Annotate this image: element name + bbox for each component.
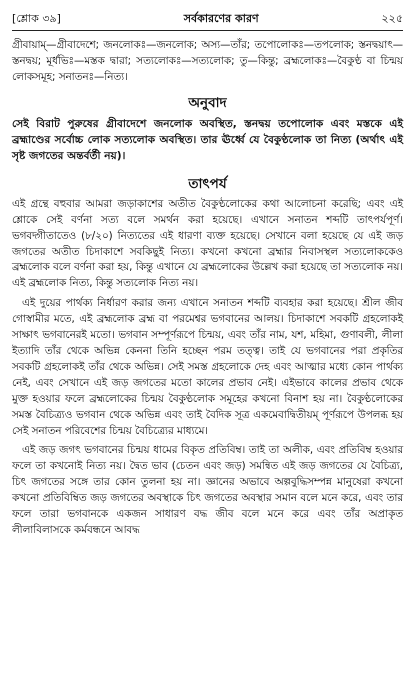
purport-paragraph-3: এই জড় জগৎ ভগবানের চিন্ময় ধামের বিকৃত প্রতিবিম্ব। তাই তা অলীক, এবং প্রতিবিম্ব হওয়ার ফলে তা কখনোই নিত্য নয়। দ্বৈত ভাব (চেতন এবং জড়) সমন্বিত এই জড় জগতের যে বৈচিত্র্য, চিৎ জগতের সঙ্গে তার কোন তুলনা হয় না। জ্ঞানের অভাবে অল্পবুদ্ধিসম্পন্ন মানুষেরা কখনো কখনো প্রতিবিম্বিত জড় জগতের অবস্থাকে চিৎ জগতের অবস্থার সমান বলে মনে করে, এবং তার ফলে তারা ভগবানকে একজন সাধারণ বদ্ধ জীব বলে মনে করে এবং তাঁর অপ্রাকৃত লীলাবিলাসকে কর্মবন্ধনে আবদ্ধ xyxy=(12,444,403,536)
purport-heading: তাৎপর্য xyxy=(188,175,227,192)
purport-paragraph-1: এই গ্রন্থে বহুবার আমরা জড়াকাশের অতীত বৈকুণ্ঠলোকের কথা আলোচনা করেছি; এবং এই শ্লোকে সেই বর্ণনা সত্য বলে সমর্থন করা হয়েছে। এখানে সনাতন শব্দটি তাৎপর্যপূর্ণ। ভগবদ্গীতাতেও (৮/২০) নিত্যতের এই ধারণা ব্যক্ত হয়েছে। সেখানে বলা হয়েছে যে এই জড় জগতের অতীত চিদাকাশে সবকিছুই নিত্য। কখনো কখনো ব্রহ্মার নিবাসস্থল সত্যলোককেও ব্রহ্মলোক বলে বর্ণনা করা হয়, কিন্তু এখানে যে ব্রহ্মলোকের উল্লেখ করা হয়েছে তা সত্যলোক নয়। এই ব্রহ্মলোক নিত্য, কিন্তু সত্যলোক নিত্য নয়। xyxy=(12,197,403,290)
purport-paragraph-2: এই দুয়ের পার্থক্য নির্ধারণ করার জন্য এখানে সনাতন শব্দটি ব্যবহার করা হয়েছে। শ্রীল জীব গোস্বামীর মতে, এই ব্রহ্মলোক ব্রহ্ম বা পরমেশ্বর ভগবানের আলয়। চিদাকাশে সবকটি গ্রহলোকই সাক্ষাৎ ভগবানেরই মতো। ভগবান সম্পূর্ণরূপে চিন্ময়, এবং তাঁর নাম, যশ, মহিমা, গুণাবলী, লীলা ইত্যাদি তাঁর থেকে অভিন্ন কেননা তিনি হচ্ছেন পরম তত্ত্ব। তাই যে ভগবানের পরা প্রকৃতির সবকটি গ্রহলোকই তাঁর থেকে অভিন্ন। সেই সমস্ত গ্রহলোকে দেহ এবং আত্মার মধ্যে কোন পার্থক্য নেই, এবং সেখানে এই জড় জগতের মতো কালের প্রভাব নেই। এইভাবে কালের প্রভাব থেকে মুক্ত হওয়ার ফলে ব্রহ্মলোকের চিন্ময় বৈকুণ্ঠলোক সমূহের কখনো বিনাশ হয় না। বৈকুণ্ঠলোকের সমস্ত বৈচিত্র্যও ভগবান থেকে অভিন্ন এবং তাই বৈদিক সূত্র একমেবাদ্বিতীয়ম্ পূর্ণরূপে উপলব্ধ হয় সেই সনাতন পরিবেশের চিন্ময় বৈচিত্র্যের মাধ্যমে। xyxy=(12,297,403,437)
page-header xyxy=(12,10,403,26)
translation-text: সেই বিরাট পুরুষের গ্রীবাদেশে জনলোক অবস্থিত, স্তনদ্বয় তপোলোক এবং মস্তকে এই ব্রহ্মাণ্ডের সর্বোচ্চ লোক সত্যলোক অবস্থিত। তার ঊর্ধ্বে যে বৈকুণ্ঠলোক তা নিত্য (অর্থাৎ এই সৃষ্ট জগতের অন্তর্বর্তী নয়)। xyxy=(12,117,403,163)
header-rule xyxy=(12,30,403,31)
translation-heading: অনুবাদ xyxy=(188,94,227,111)
page-number: ২২৫ xyxy=(381,12,403,25)
verse-reference: [শ্লোক ৩৯] xyxy=(12,12,61,25)
synonyms-block: গ্রীবায়াম্—গ্রীবাদেশে; জনলোকঃ—জনলোক; অস্য—তাঁর; তপোলোকঃ—তপলোক; স্তনদ্বয়াৎ—স্তনদ্বয়; মূর্ধভিঃ—মস্তক দ্বারা; সত্যলোকঃ—সত্যলোক; তু—কিন্তু; ব্রহ্মলোকঃ—বৈকুণ্ঠ বা চিন্ময় লোকসমূহ; সনাতনঃ—নিত্য। xyxy=(12,39,403,84)
chapter-title: সর্বকারণের কারণ xyxy=(183,12,259,25)
